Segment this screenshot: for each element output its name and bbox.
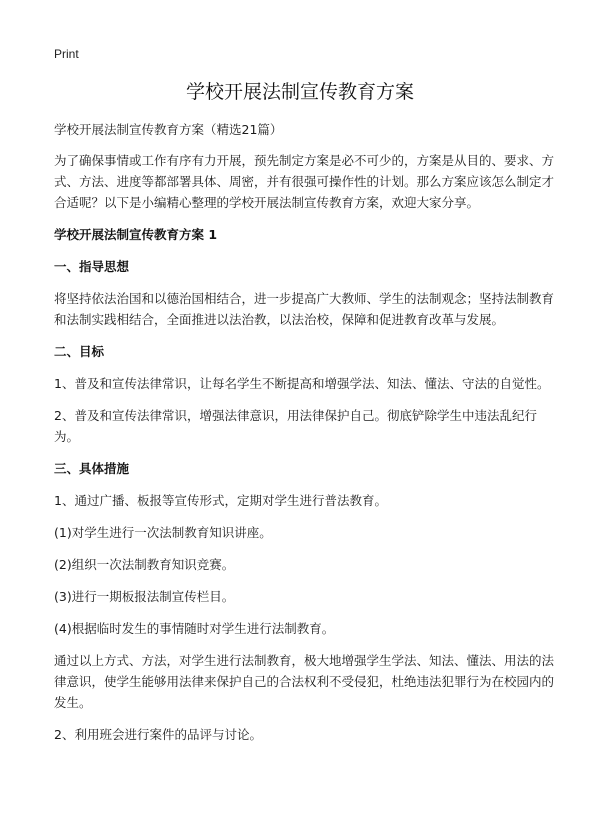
measure-1: 1、通过广播、板报等宣传形式，定期对学生进行普法教育。 [54,493,387,508]
measure-sub-item-3: (3)进行一期板报法制宣传栏目。 [54,589,235,604]
part3-heading: 三、具体措施 [54,461,130,476]
document-body [54,119,554,756]
measure-2: 2、利用班会进行案件的品评与讨论。 [54,727,262,742]
measure-sub-item-1: (1)对学生进行一次法制教育知识讲座。 [54,525,272,540]
part1-body: 将坚持依法治国和以德治国相结合，进一步提高广大教师、学生的法制观念；坚持法制教育和法制实践相结合，全面推进以法治教，以法治校，保障和促进教育改革与发展。 [54,291,555,327]
document-subtitle: 学校开展法制宣传教育方案（精选21篇） [54,122,283,137]
part2-heading: 二、目标 [54,344,105,359]
measure-summary: 通过以上方式、方法，对学生进行法制教育，极大地增强学生学法、知法、懂法、用法的法律意识，使学生能够用法律来保护自己的合法权利不受侵犯，杜绝违法犯罪行为在校园内的发生。 [54,653,555,710]
measure-sub-item-4: (4)根据临时发生的事情随时对学生进行法制教育。 [54,621,335,636]
measure-sub-item-2: (2)组织一次法制教育知识竞赛。 [54,557,235,572]
section-title: 学校开展法制宣传教育方案 1 [54,227,218,242]
part2-item-2: 2、普及和宣传法律常识，增强法律意识，用法律保护自己。彻底铲除学生中违法乱纪行为。 [54,408,537,444]
intro-paragraph: 为了确保事情或工作有序有力开展，预先制定方案是必不可少的，方案是从目的、要求、方式、方法、进度等都部署具体、周密，并有很强可操作性的计划。那么方案应该怎么制定才合适呢？以下是小编精心整理的学校开展法制宣传教育方案，欢迎大家分享。 [54,153,555,210]
print-label: Print [54,47,79,61]
page-title: 学校开展法制宣传教育方案 [185,81,414,103]
part1-heading: 一、指导思想 [54,259,130,274]
part2-item-1: 1、普及和宣传法律常识，让每名学生不断提高和增强学法、知法、懂法、守法的自觉性。 [54,376,550,391]
